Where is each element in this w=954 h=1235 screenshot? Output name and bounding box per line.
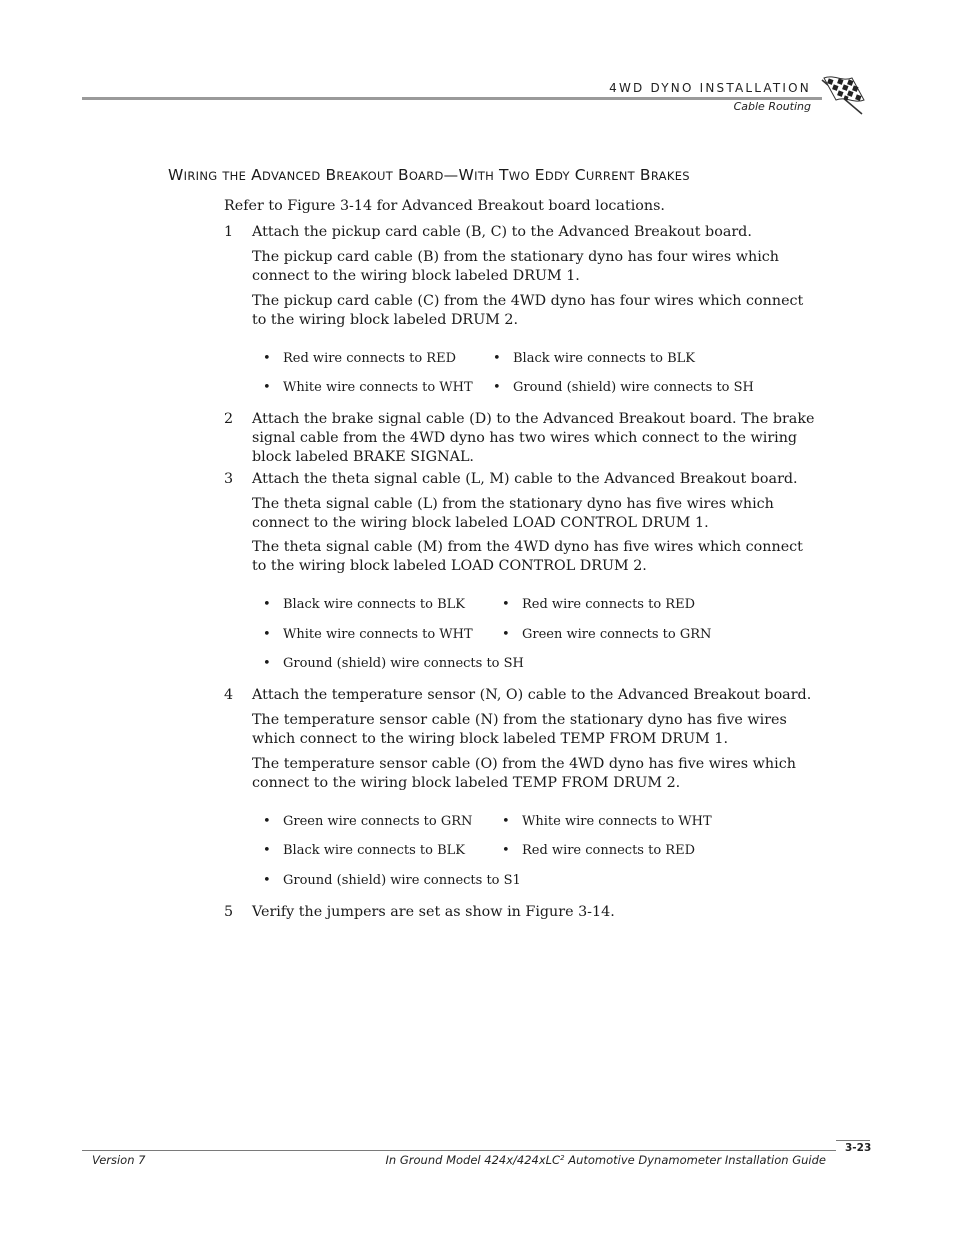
page-number: 3-23 bbox=[845, 1142, 872, 1154]
step-number: 2 bbox=[224, 411, 234, 427]
step-text: Attach the brake signal cable (D) to the Advanced Breakout board. The brake signal cable from the 4WD dyno has two wires which connect to the wiring block labeled BRAKE SIGNAL. bbox=[252, 411, 815, 465]
intro-paragraph: Refer to Figure 3-14 for Advanced Breakout board locations. bbox=[224, 198, 665, 214]
footer-page-rule bbox=[836, 1140, 870, 1141]
footer-guide-title: In Ground Model 424x/424xLC$^2$ Automotive Dynamometer Installation Guide bbox=[385, 1153, 826, 1167]
step-text: Attach the temperature sensor (N, O) cable to the Advanced Breakout board. bbox=[252, 687, 812, 703]
section-heading: WIRING THE ADVANCED BREAKOUT BOARD—WITH TWO EDDY CURRENT BRAKES bbox=[168, 166, 690, 184]
step-paragraph: The pickup card cable (C) from the 4WD dyno has four wires which connect to the wiring block labeled DRUM 2. bbox=[252, 293, 804, 328]
running-header-subtitle: Cable Routing bbox=[733, 100, 811, 113]
list-item: • Red wire connects to RED bbox=[522, 842, 695, 859]
checkered-flag-icon bbox=[818, 74, 868, 118]
list-item: • Black wire connects to BLK bbox=[283, 842, 465, 859]
running-header-title: 4WD DYNO INSTALLATION bbox=[609, 81, 811, 95]
list-item: • Green wire connects to GRN bbox=[283, 813, 472, 830]
step-text: Attach the theta signal cable (L, M) cable to the Advanced Breakout board. bbox=[252, 471, 798, 487]
step-paragraph: The temperature sensor cable (N) from the stationary dyno has five wires which connect to the wiring block labeled TEMP FROM DRUM 1. bbox=[252, 712, 787, 747]
step-paragraph: The temperature sensor cable (O) from the 4WD dyno has five wires which connect to the wiring block labeled TEMP FROM DRUM 2. bbox=[252, 756, 796, 791]
step-number: 3 bbox=[224, 471, 234, 487]
step-text: Verify the jumpers are set as show in Figure 3-14. bbox=[252, 904, 615, 920]
step-paragraph: The theta signal cable (M) from the 4WD dyno has five wires which connect to the wiring block labeled LOAD CONTROL DRUM 2. bbox=[252, 539, 803, 574]
list-item: • Black wire connects to BLK bbox=[283, 596, 465, 613]
footer-rule bbox=[82, 1150, 836, 1151]
list-item: • Ground (shield) wire connects to SH bbox=[283, 655, 524, 672]
step-number: 1 bbox=[224, 224, 234, 240]
header-rule bbox=[82, 97, 822, 100]
list-item: • Ground (shield) wire connects to SH bbox=[513, 379, 754, 396]
list-item: • Red wire connects to RED bbox=[283, 350, 456, 367]
step-number: 4 bbox=[224, 687, 234, 703]
list-item: • White wire connects to WHT bbox=[283, 626, 473, 643]
step-paragraph: The pickup card cable (B) from the stationary dyno has four wires which connect to the wiring block labeled DRUM 1. bbox=[252, 249, 779, 284]
step-paragraph: The theta signal cable (L) from the stationary dyno has five wires which connect to the wiring block labeled LOAD CONTROL DRUM 1. bbox=[252, 496, 774, 531]
list-item: • Ground (shield) wire connects to S1 bbox=[283, 872, 521, 889]
list-item: • Black wire connects to BLK bbox=[513, 350, 695, 367]
step-number: 5 bbox=[224, 904, 234, 920]
list-item: • Red wire connects to RED bbox=[522, 596, 695, 613]
list-item: • Green wire connects to GRN bbox=[522, 626, 711, 643]
list-item: • White wire connects to WHT bbox=[283, 379, 473, 396]
step-text: Attach the pickup card cable (B, C) to the Advanced Breakout board. bbox=[252, 224, 752, 240]
list-item: • White wire connects to WHT bbox=[522, 813, 712, 830]
footer-version: Version 7 bbox=[92, 1153, 146, 1167]
